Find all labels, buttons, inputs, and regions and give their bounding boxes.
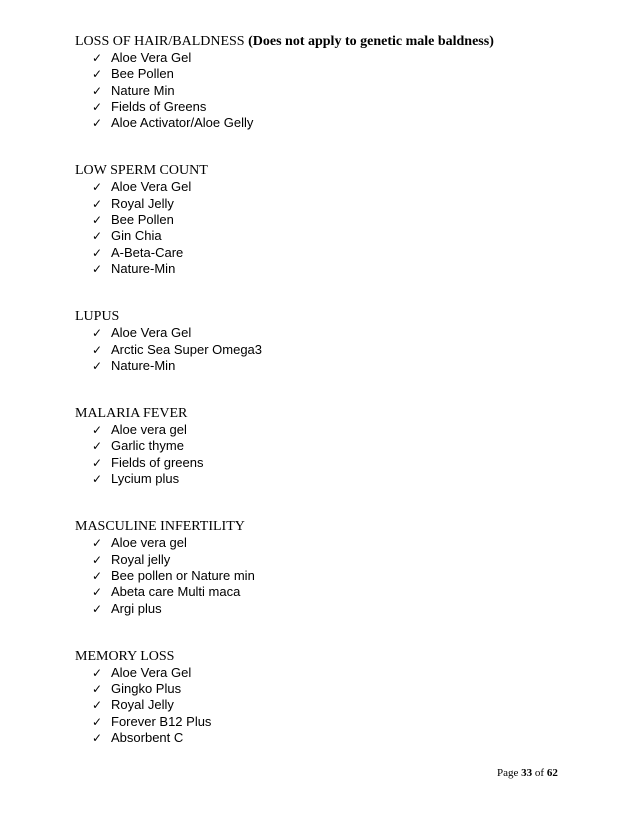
checkmark-icon: ✓ <box>92 536 103 551</box>
section-heading-text: LOW SPERM COUNT <box>75 163 208 179</box>
checkmark-icon: ✓ <box>92 261 103 276</box>
section-heading-note: (Does not apply to genetic male baldness) <box>248 34 494 49</box>
list-item-label: Bee Pollen <box>111 66 174 82</box>
checkmark-icon: ✓ <box>92 698 103 713</box>
list-item-label: Aloe Vera Gel <box>111 664 192 680</box>
list-item <box>75 99 595 115</box>
remedy-list <box>75 422 595 487</box>
list-item-label: Aloe Vera Gel <box>111 50 192 65</box>
list-item <box>75 552 595 568</box>
list-item-label: Aloe Activator/Aloe Gelly <box>111 115 254 131</box>
checkmark-icon: ✓ <box>92 213 103 228</box>
list-item <box>75 50 595 66</box>
section <box>75 34 595 131</box>
list-item <box>75 66 595 82</box>
list-item <box>75 455 595 471</box>
list-item <box>75 422 595 438</box>
list-item <box>75 245 595 261</box>
checkmark-icon: ✓ <box>92 665 103 680</box>
list-item <box>75 358 595 374</box>
list-item-label: Gin Chia <box>111 228 162 244</box>
list-item <box>75 438 595 454</box>
list-item-label: Arctic Sea Super Omega3 <box>111 341 263 357</box>
checkmark-icon: ✓ <box>92 472 103 487</box>
total-page-number: 62 <box>546 767 558 779</box>
list-item <box>75 115 595 131</box>
checkmark-icon: ✓ <box>92 682 103 697</box>
list-item <box>75 568 595 584</box>
list-item <box>75 730 595 746</box>
list-item <box>75 697 595 713</box>
checkmark-icon: ✓ <box>92 585 103 600</box>
checkmark-icon: ✓ <box>92 568 103 583</box>
section <box>75 519 595 616</box>
section-heading-text: MASCULINE INFERTILITY <box>75 519 245 535</box>
list-item-label: Forever B12 Plus <box>111 713 212 729</box>
list-item-label: Royal Jelly <box>111 697 174 713</box>
section-heading <box>75 519 595 535</box>
checkmark-icon: ✓ <box>92 83 103 98</box>
list-item <box>75 325 595 341</box>
list-item-label: Aloe vera gel <box>111 535 187 551</box>
checkmark-icon: ✓ <box>92 99 103 114</box>
remedy-list <box>75 665 595 746</box>
list-item-label: Absorbent C <box>111 730 184 746</box>
checkmark-icon: ✓ <box>92 196 103 211</box>
section <box>75 309 595 374</box>
checkmark-icon: ✓ <box>92 245 103 260</box>
section-heading <box>75 34 595 50</box>
section-heading <box>75 649 595 665</box>
section-heading <box>75 309 595 325</box>
checkmark-icon: ✓ <box>92 552 103 567</box>
list-item <box>75 179 595 195</box>
list-item-label: Abeta care Multi maca <box>111 584 241 600</box>
list-item-label: Aloe Vera Gel <box>111 325 192 341</box>
list-item <box>75 714 595 730</box>
footer-middle: of <box>532 767 547 779</box>
checkmark-icon: ✓ <box>92 714 103 729</box>
section-spacer <box>75 131 595 163</box>
list-item-label: Bee Pollen <box>111 212 174 228</box>
list-item-label: Bee pollen or Nature min <box>111 567 255 583</box>
list-item <box>75 681 595 697</box>
section <box>75 649 595 746</box>
list-item-label: Fields of greens <box>111 454 204 470</box>
list-item-label: Nature-Min <box>111 357 176 373</box>
list-item-label: Aloe Vera Gel <box>111 179 192 195</box>
list-item-label: Royal Jelly <box>111 195 174 211</box>
checkmark-icon: ✓ <box>92 342 103 357</box>
list-item-label: Royal jelly <box>111 551 171 567</box>
section-heading-text: MALARIA FEVER <box>75 406 188 422</box>
list-item <box>75 212 595 228</box>
checkmark-icon: ✓ <box>92 51 103 65</box>
checkmark-icon: ✓ <box>92 439 103 454</box>
list-item-label: Argi plus <box>111 600 162 616</box>
checkmark-icon: ✓ <box>92 423 103 438</box>
section-heading-text: MEMORY LOSS <box>75 648 175 664</box>
section-spacer <box>75 617 595 649</box>
footer-prefix: Page <box>497 767 522 779</box>
checkmark-icon: ✓ <box>92 229 103 244</box>
checkmark-icon: ✓ <box>92 731 103 746</box>
checkmark-icon: ✓ <box>92 116 103 131</box>
section <box>75 406 595 487</box>
page-footer <box>497 766 558 780</box>
list-item <box>75 665 595 681</box>
list-item <box>75 261 595 277</box>
section-heading <box>75 406 595 422</box>
remedy-list <box>75 179 595 277</box>
section-heading-text: LOSS OF HAIR/BALDNESS <box>75 34 245 49</box>
checkmark-icon: ✓ <box>92 326 103 341</box>
list-item-label: Nature-Min <box>111 260 176 276</box>
list-item-label: Aloe vera gel <box>111 422 187 438</box>
checkmark-icon: ✓ <box>92 67 103 82</box>
remedy-list <box>75 325 595 374</box>
section <box>75 163 595 277</box>
list-item <box>75 83 595 99</box>
section-spacer <box>75 374 595 406</box>
current-page-number: 33 <box>521 767 533 779</box>
list-item <box>75 471 595 487</box>
checkmark-icon: ✓ <box>92 358 103 373</box>
remedy-sections <box>75 34 595 746</box>
list-item-label: Fields of Greens <box>111 98 207 114</box>
checkmark-icon: ✓ <box>92 455 103 470</box>
list-item-label: Gingko Plus <box>111 681 182 697</box>
checkmark-icon: ✓ <box>92 180 103 195</box>
list-item-label: Garlic thyme <box>111 438 184 454</box>
section-heading-text: LUPUS <box>75 309 120 325</box>
list-item-label: A-Beta-Care <box>111 244 184 260</box>
remedy-list <box>75 535 595 616</box>
list-item <box>75 228 595 244</box>
list-item <box>75 535 595 551</box>
remedy-list <box>75 50 595 131</box>
checkmark-icon: ✓ <box>92 601 103 616</box>
list-item-label: Lycium plus <box>111 471 180 487</box>
list-item <box>75 196 595 212</box>
list-item <box>75 601 595 617</box>
list-item-label: Nature Min <box>111 82 175 98</box>
section-spacer <box>75 277 595 309</box>
section-heading <box>75 163 595 179</box>
list-item <box>75 584 595 600</box>
list-item <box>75 342 595 358</box>
section-spacer <box>75 487 595 519</box>
